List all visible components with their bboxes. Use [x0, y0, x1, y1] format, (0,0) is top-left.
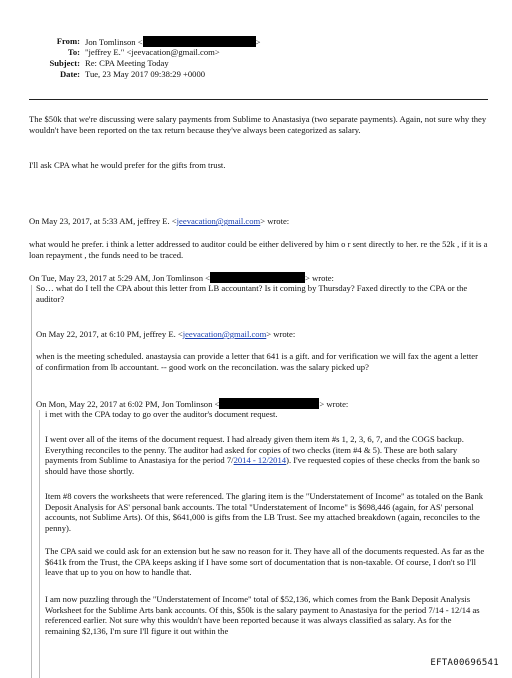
paragraph-extension: The CPA said we could ask for an extension but he saw no reason for it. They have all of the documents requested. As far as the $641k from the Trust, the CPA keeps asking if I have some sort of documentation that is non-taxable. Of course, I don't so I'll leave that up to you on how to handle that. [45, 546, 485, 578]
paragraph-document-request [45, 434, 485, 476]
p3-end: ). I've requested copies of these checks from the bank so should have those shortly. [45, 455, 480, 476]
to-label: To: [67, 47, 80, 57]
quote-1-prefix: On May 23, 2017, at 5:33 AM, jeffrey E. < [29, 216, 177, 226]
quote-1-body: what would he prefer. i think a letter addressed to auditor could be either delivered by him o r sent directly to her. re the 52k , if it is a loan repayment , the funds need to be traced. [29, 239, 488, 260]
paragraph-item-8: Item #8 covers the worksheets that were referenced. The glaring item is the "Understatement of Income" as totaled on the Bank Deposit Analysis for AS' personal bank accounts. The total "Understatement of Income" is $698,446 (again, for AS' personal accounts, not Sublime Arts). Of this, $641,000 is gifts from the LB Trust. See my attached breakdown (again, reconciles to the penny). [45, 491, 484, 533]
date-label: Date: [59, 69, 80, 79]
paragraph-understatement: I am now puzzling through the "Understatement of Income" total of $52,136, which comes from the Bank Deposit Analysis Worksheet for the Sublime Arts bank accounts. Of this, $50k is the salary payment to Anastasiya for the period 7/14 - 12/14 as referenced earlier. Not sure why this wouldn't have been reported because it was always classified as salary. As for the remaining $2,136, I'm sure I'll figure it out within the [45, 594, 480, 636]
quote-2-suffix: > wrote: [305, 273, 334, 283]
header-divider [29, 99, 488, 100]
redaction-bar [219, 398, 319, 409]
from-name: Jon Tomlinson < [85, 37, 143, 47]
quote-3-prefix: On May 22, 2017, at 6:10 PM, jeffrey E. < [36, 329, 183, 339]
p3-text: I went over all of the items of the document request. I had already given them item #s 1, 2, 3, 6, 7, and the COGS backup. Everything reconciles to the penny. The auditor had asked for copies of two checks (item #4 & 5). These are both salary payments from Sublime to Anastasiya for the period 7/ [45, 434, 464, 466]
date-value: Tue, 23 May 2017 09:38:29 +0000 [85, 69, 206, 79]
quote-2-attribution [29, 272, 489, 284]
quote-4-attribution [36, 398, 496, 410]
subject-value: Re: CPA Meeting Today [85, 58, 169, 68]
paragraph-salary: The $50k that we're discussing were salary payments from Sublime to Anastasiya (two separate payments). Again, not sure why they wouldn't have been reported on the tax return because they've always been categorized as salary. [29, 114, 487, 135]
subject-label: Subject: [49, 58, 80, 68]
from-end: > [255, 37, 261, 47]
paragraph-gifts: I'll ask CPA what he would prefer for the gifts from trust. [29, 160, 226, 170]
date-range-link[interactable]: 2014 - 12/2014 [233, 455, 287, 466]
quote-1-email-link[interactable]: jeevacation@gmail.com [176, 216, 261, 226]
quote-2-bar [31, 285, 32, 678]
quote-1-suffix: > wrote: [260, 216, 290, 226]
quote-3-attribution [36, 329, 496, 340]
quote-3-suffix: > wrote: [266, 329, 296, 339]
quote-4-suffix: > wrote: [319, 399, 349, 409]
redaction-bar [143, 36, 256, 47]
quote-4-body: i met with the CPA today to go over the auditor's document request. [45, 409, 278, 419]
to-value: "jeffrey E." <jeevacation@gmail.com> [85, 47, 220, 57]
quote-4-bar [39, 410, 40, 678]
redaction-bar [210, 272, 305, 283]
quote-2-prefix: On Tue, May 23, 2017 at 5:29 AM, Jon Tomlinson < [29, 273, 210, 283]
document-id: EFTA00696541 [430, 658, 499, 669]
quote-3-body: when is the meeting scheduled. anastaysia can provide a letter that 641 is a gift. and for verification we will fax the agent a letter of confirmation from lb accountant. -- good work on the reconcilation. was the salary picked up? [36, 351, 478, 372]
quote-4-prefix: On Mon, May 22, 2017 at 6:02 PM, Jon Tomlinson < [36, 399, 220, 409]
quote-1-attribution [29, 216, 489, 227]
from-value [85, 36, 260, 48]
email-header [0, 0, 512, 100]
quote-2-body: So… what do I tell the CPA about this letter from LB accountant? Is it coming by Thursday? Faxed directly to the CPA or the auditor? [36, 283, 468, 304]
quote-3-email-link[interactable]: jeevacation@gmail.com [182, 329, 267, 339]
from-label: From: [56, 36, 80, 46]
